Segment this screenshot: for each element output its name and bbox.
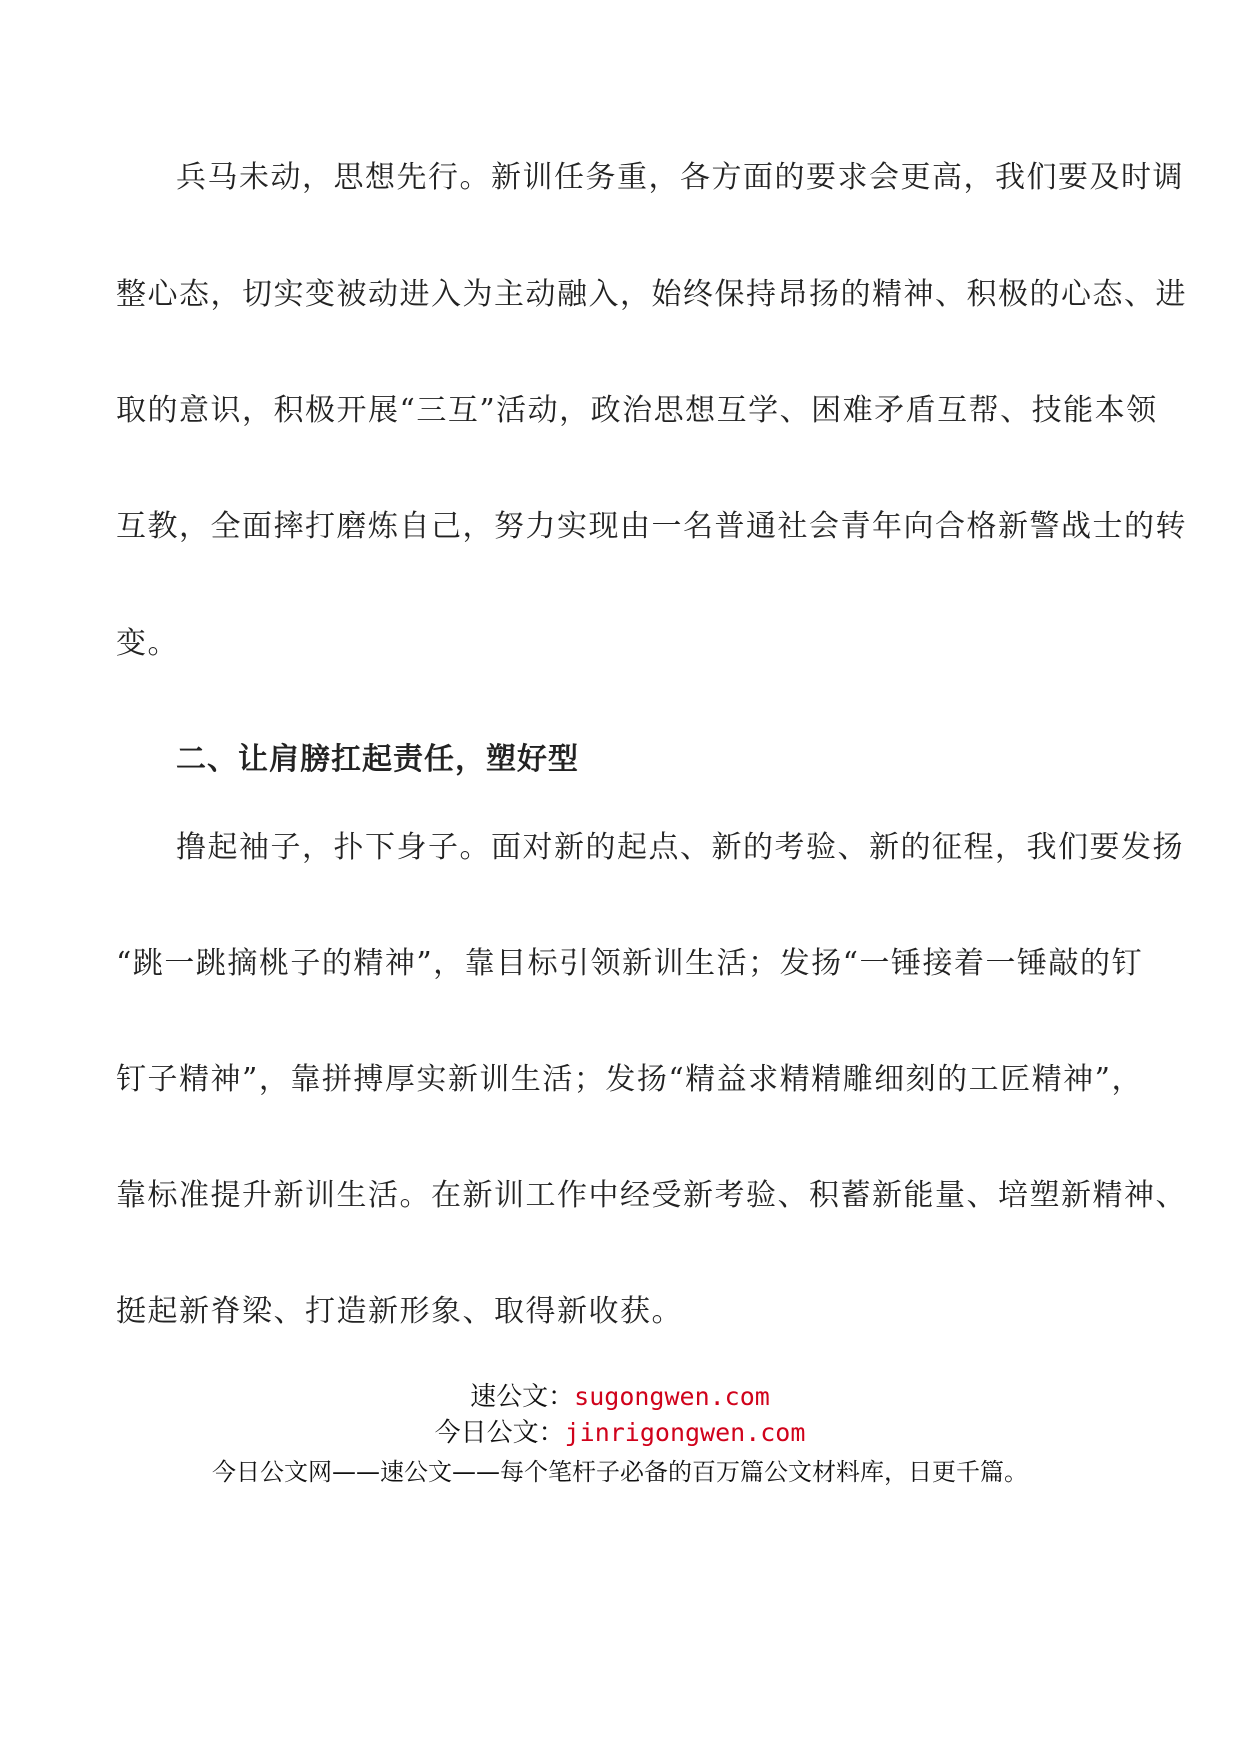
paragraph-1-line-3: 取的意识，积极开展“三互”活动，政治思想互学、困难矛盾互帮、技能本领 bbox=[116, 393, 1158, 428]
paragraph-2-line-5: 挺起新脊梁、打造新形象、取得新收获。 bbox=[116, 1294, 683, 1329]
footer-jinrigongwen-link[interactable]: jinrigongwen.com bbox=[564, 1418, 806, 1447]
footer-sugongwen bbox=[0, 1380, 1240, 1414]
paragraph-2-line-4: 靠标准提升新训生活。在新训工作中经受新考验、积蓄新能量、培塑新精神、 bbox=[116, 1178, 1187, 1213]
paragraph-1-line-2: 整心态，切实变被动进入为主动融入，始终保持昂扬的精神、积极的心态、进 bbox=[116, 277, 1187, 312]
paragraph-2-line-2: “跳一跳摘桃子的精神”，靠目标引领新训生活；发扬“一锤接着一锤敲的钉 bbox=[116, 946, 1144, 981]
paragraph-1-line-5: 变。 bbox=[116, 626, 179, 661]
paragraph-2-line-1: 撸起袖子，扑下身子。面对新的起点、新的考验、新的征程，我们要发扬 bbox=[176, 830, 1184, 865]
footer-sugongwen-label: 速公文： bbox=[470, 1382, 575, 1412]
paragraph-2-line-3: 钉子精神”，靠拼搏厚实新训生活；发扬“精益求精精雕细刻的工匠精神”， bbox=[116, 1062, 1144, 1097]
paragraph-1-line-1: 兵马未动，思想先行。新训任务重，各方面的要求会更高，我们要及时调 bbox=[176, 160, 1184, 195]
footer-tagline: 今日公文网——速公文——每个笔杆子必备的百万篇公文材料库，日更千篇。 bbox=[212, 1458, 1028, 1486]
paragraph-1-line-4: 互教，全面摔打磨炼自己，努力实现由一名普通社会青年向合格新警战士的转 bbox=[116, 509, 1187, 544]
footer-jinrigongwen bbox=[0, 1416, 1240, 1450]
footer-sugongwen-link[interactable]: sugongwen.com bbox=[574, 1382, 770, 1411]
footer-jinrigongwen-label: 今日公文： bbox=[434, 1418, 565, 1448]
section-heading: 二、让肩膀扛起责任，塑好型 bbox=[176, 742, 579, 777]
